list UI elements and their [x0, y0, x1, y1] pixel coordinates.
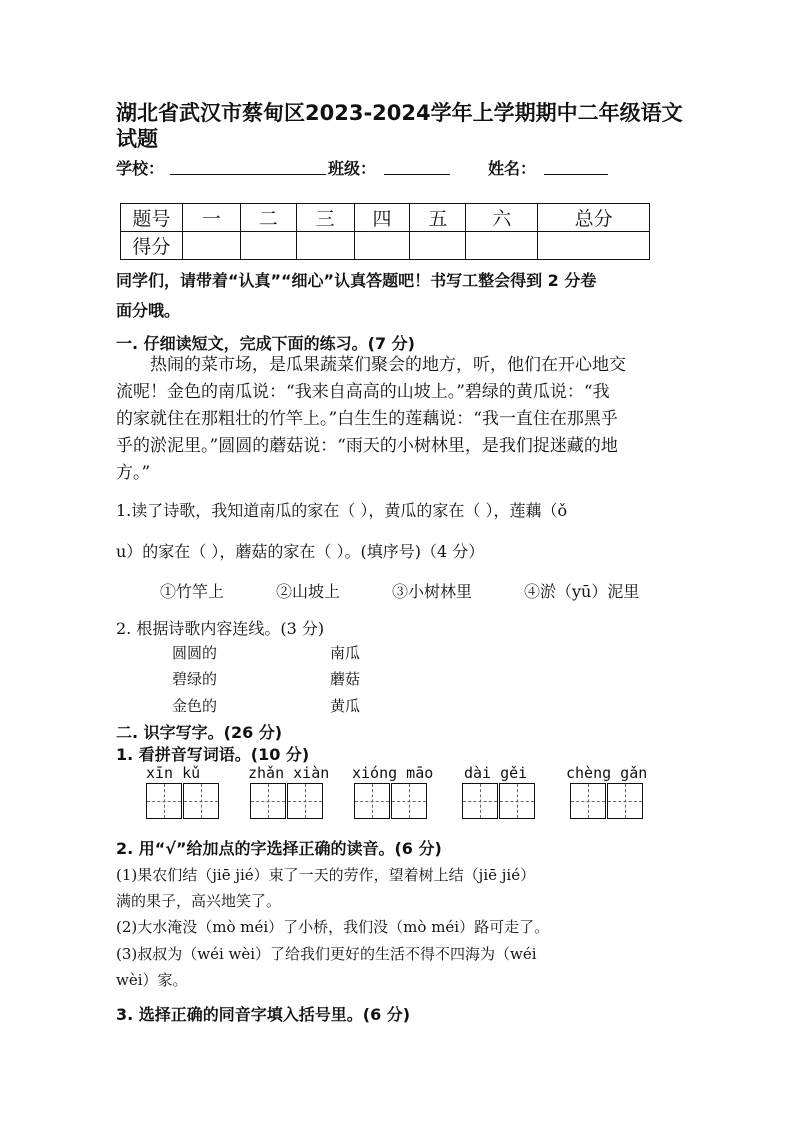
section2-heading: 二. 识字写字。(26 分)	[116, 723, 283, 742]
name-blank[interactable]	[544, 174, 608, 175]
writing-grid-cell[interactable]	[499, 783, 535, 819]
writing-grid-cell[interactable]	[391, 783, 427, 819]
pinyin-1: xīn kǔ	[146, 764, 201, 782]
q2-item-3a: (3)叔叔为（wéi wèi）了给我们更好的生活不得不四海为（wéi	[116, 945, 537, 963]
score-cell: 四	[354, 204, 410, 232]
pinyin-2: zhǎn xiàn	[248, 764, 330, 782]
passage-line-1: 热闹的菜市场，是瓜果蔬菜们聚会的地方，听，他们在开心地交	[150, 355, 626, 375]
match-right-3[interactable]: 黄瓜	[330, 697, 361, 715]
intro-line2: 面分哦。	[116, 301, 181, 320]
score-input-cell[interactable]	[182, 232, 240, 260]
passage-line-2: 流呢！金色的南瓜说：“我来自高高的山坡上。”碧绿的黄瓜说：“我	[116, 382, 610, 402]
page-title-line1: 湖北省武汉市蔡甸区2023-2024学年上学期期中二年级语文	[116, 101, 683, 125]
pinyin-4: dài gěi	[464, 764, 528, 782]
q2-item-1b: 满的果子，高兴地笑了。	[116, 892, 282, 910]
passage-line-4: 乎的淤泥里。”圆圆的蘑菇说：“雨天的小树林里，是我们捉迷藏的地	[116, 436, 618, 456]
writing-grid-cell[interactable]	[462, 783, 498, 819]
score-cell: 一	[182, 204, 240, 232]
score-cell: 五	[410, 204, 466, 232]
score-input-cell[interactable]	[240, 232, 296, 260]
match-right-2[interactable]: 蘑菇	[330, 670, 361, 688]
section1-heading: 一. 仔细读短文，完成下面的练习。(7 分)	[116, 334, 415, 353]
score-cell: 题号	[121, 204, 183, 232]
match-left-1[interactable]: 圆圆的	[172, 644, 218, 662]
score-row-label: 得分	[121, 232, 183, 260]
score-input-cell[interactable]	[296, 232, 354, 260]
match-right-1[interactable]: 南瓜	[330, 644, 361, 662]
option-2: ②山坡上	[276, 582, 341, 601]
score-cell: 三	[296, 204, 354, 232]
q2-item-2: (2)大水淹没（mò méi）了小桥，我们没（mò méi）路可走了。	[116, 918, 550, 936]
writing-grid-cell[interactable]	[183, 783, 219, 819]
question1-line1: 1.读了诗歌，我知道南瓜的家在（ ），黄瓜的家在（ ），莲藕（ǒ	[116, 501, 568, 520]
question2: 2. 根据诗歌内容连线。(3 分)	[116, 619, 325, 638]
match-left-2[interactable]: 碧绿的	[172, 670, 218, 688]
intro-line1: 同学们，请带着“认真”“细心”认真答题吧！书写工整会得到 2 分卷	[116, 271, 597, 290]
score-cell: 六	[466, 204, 538, 232]
score-input-cell[interactable]	[354, 232, 410, 260]
writing-grid-cell[interactable]	[146, 783, 182, 819]
match-left-3[interactable]: 金色的	[172, 697, 218, 715]
section2-q3: 3. 选择正确的同音字填入括号里。(6 分)	[116, 1005, 411, 1024]
score-cell: 总分	[538, 204, 650, 232]
class-blank[interactable]	[384, 174, 450, 175]
writing-grid-cell[interactable]	[607, 783, 643, 819]
score-input-cell[interactable]	[466, 232, 538, 260]
section2-q1: 1. 看拼音写词语。(10 分)	[116, 745, 310, 764]
passage-line-5: 方。”	[116, 463, 151, 483]
option-4: ④淤（yū）泥里	[524, 582, 640, 601]
score-cell: 二	[240, 204, 296, 232]
option-1: ①竹竿上	[160, 582, 225, 601]
name-label: 姓名：	[488, 159, 537, 178]
score-table	[120, 203, 650, 260]
writing-grid-cell[interactable]	[570, 783, 606, 819]
writing-grid-cell[interactable]	[287, 783, 323, 819]
option-3: ③小树林里	[392, 582, 473, 601]
score-table-score-row	[121, 232, 650, 260]
class-label: 班级：	[328, 159, 377, 178]
q2-item-1a: (1)果农们结（jiē jié）束了一天的劳作，望着树上结（jiē jié）	[116, 866, 536, 884]
school-label: 学校：	[116, 159, 165, 178]
writing-grid-cell[interactable]	[354, 783, 390, 819]
score-input-cell[interactable]	[410, 232, 466, 260]
pinyin-5: chèng gǎn	[566, 764, 648, 782]
pinyin-3: xióng māo	[352, 764, 434, 782]
score-table-header-row	[121, 204, 650, 232]
passage-line-3: 的家就住在那粗壮的竹竿上。”白生生的莲藕说：“我一直住在那黑乎	[116, 409, 618, 429]
question1-line2: u）的家在（ ），蘑菇的家在（ ）。(填序号)（4 分）	[116, 542, 485, 561]
score-input-cell[interactable]	[538, 232, 650, 260]
q2-item-3b: wèi）家。	[116, 971, 188, 989]
writing-grid-cell[interactable]	[250, 783, 286, 819]
school-blank[interactable]	[170, 174, 326, 175]
page-title-line2: 试题	[116, 127, 158, 151]
section2-q2: 2. 用“√”给加点的字选择正确的读音。(6 分)	[116, 839, 442, 858]
